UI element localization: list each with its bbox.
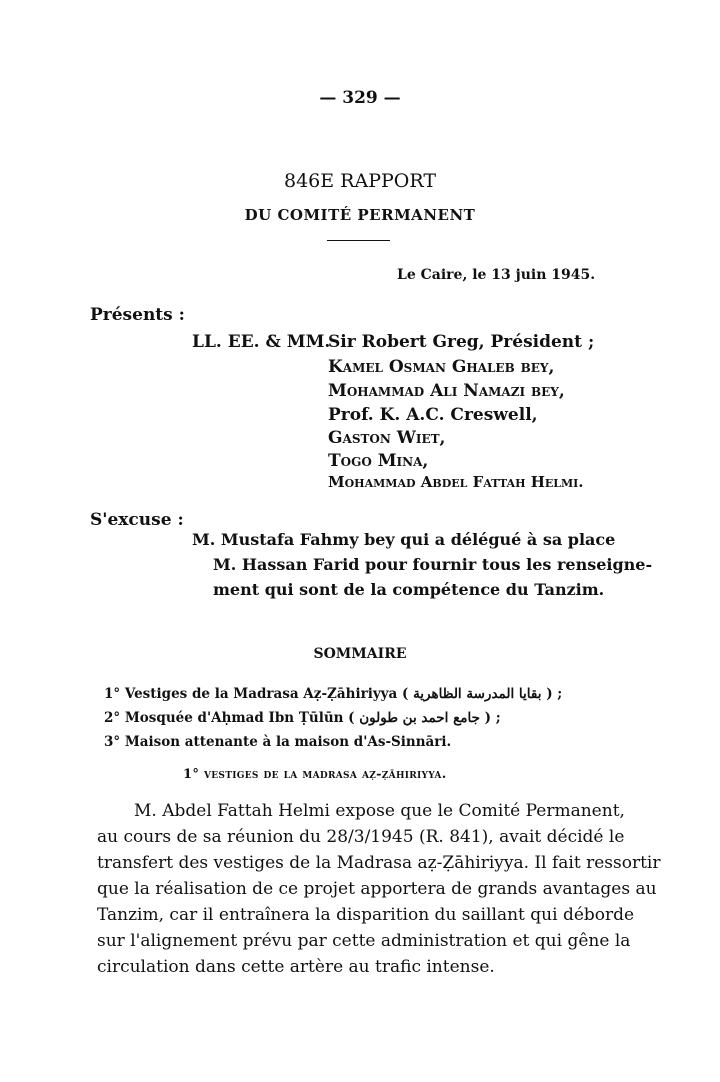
sommaire-item-2 xyxy=(104,710,501,726)
member-7: Mohammad Abdel Fattah Helmi. xyxy=(328,473,584,491)
sommaire-item-text: 1° Vestiges de la Madrasa Aẓ-Ẓāhiriyya ( xyxy=(104,686,409,702)
sommaire-item-text: 3° Maison attenante à la maison d'As-Sinnāri. xyxy=(104,734,452,750)
member-3: Mohammad Ali Namazi bey, xyxy=(328,381,565,401)
paragraph-line-2: au cours de sa réunion du 28/3/1945 (R. 841), avait décidé le xyxy=(97,827,625,847)
paragraph-line-3: transfert des vestiges de la Madrasa aẓ-Ẓāhiriyya. Il fait ressortir xyxy=(97,853,661,873)
member-4: Prof. K. A.C. Creswell, xyxy=(328,405,538,425)
place-date: Le Caire, le 13 juin 1945. xyxy=(397,267,596,283)
excuse-line-1: M. Mustafa Fahmy bey qui a délégué à sa place xyxy=(192,530,616,549)
paragraph-line-7: circulation dans cette artère au trafic intense. xyxy=(97,957,495,977)
section-heading: 1° vestiges de la madrasa aẓ-ẓāhiriyya. xyxy=(183,767,447,782)
report-title: 846E RAPPORT xyxy=(284,170,436,192)
sommaire-item-arabic: بقايا المدرسة الظاهرية xyxy=(413,686,542,702)
sommaire-item-3 xyxy=(104,734,451,750)
member-6: Togo Mina, xyxy=(328,451,429,471)
presents-label: Présents : xyxy=(90,305,185,325)
excuse-line-3: ment qui sont de la compétence du Tanzim. xyxy=(213,580,605,599)
page-number: — 329 — xyxy=(319,88,401,108)
excuse-label: S'excuse : xyxy=(90,510,184,530)
excuse-line-2: M. Hassan Farid pour fournir tous les renseigne- xyxy=(213,555,653,574)
paragraph-line-4: que la réalisation de ce projet apportera de grands avantages au xyxy=(97,879,657,899)
sommaire-heading: SOMMAIRE xyxy=(313,646,407,662)
title-rule xyxy=(327,240,390,241)
member-1: Sir Robert Greg, Président ; xyxy=(328,332,595,352)
sommaire-item-end: ) ; xyxy=(484,710,501,726)
sommaire-item-arabic: جامع احمد بن طولون xyxy=(359,710,480,726)
member-5: Gaston Wiet, xyxy=(328,428,446,448)
member-2: Kamel Osman Ghaleb bey, xyxy=(328,357,555,377)
sommaire-item-text: 2° Mosquée d'Aḥmad Ibn Ṭūlūn ( xyxy=(104,710,355,726)
presents-intro: LL. EE. & MM. xyxy=(192,332,331,352)
paragraph-line-6: sur l'alignement prévu par cette administration et qui gêne la xyxy=(97,931,631,951)
sommaire-item-end: ) ; xyxy=(546,686,563,702)
report-subtitle: DU COMITÉ PERMANENT xyxy=(244,206,476,224)
paragraph-line-5: Tanzim, car il entraînera la disparition du saillant qui déborde xyxy=(97,905,635,925)
paragraph-line-1: M. Abdel Fattah Helmi expose que le Comité Permanent, xyxy=(134,801,625,821)
sommaire-item-1 xyxy=(104,686,562,702)
